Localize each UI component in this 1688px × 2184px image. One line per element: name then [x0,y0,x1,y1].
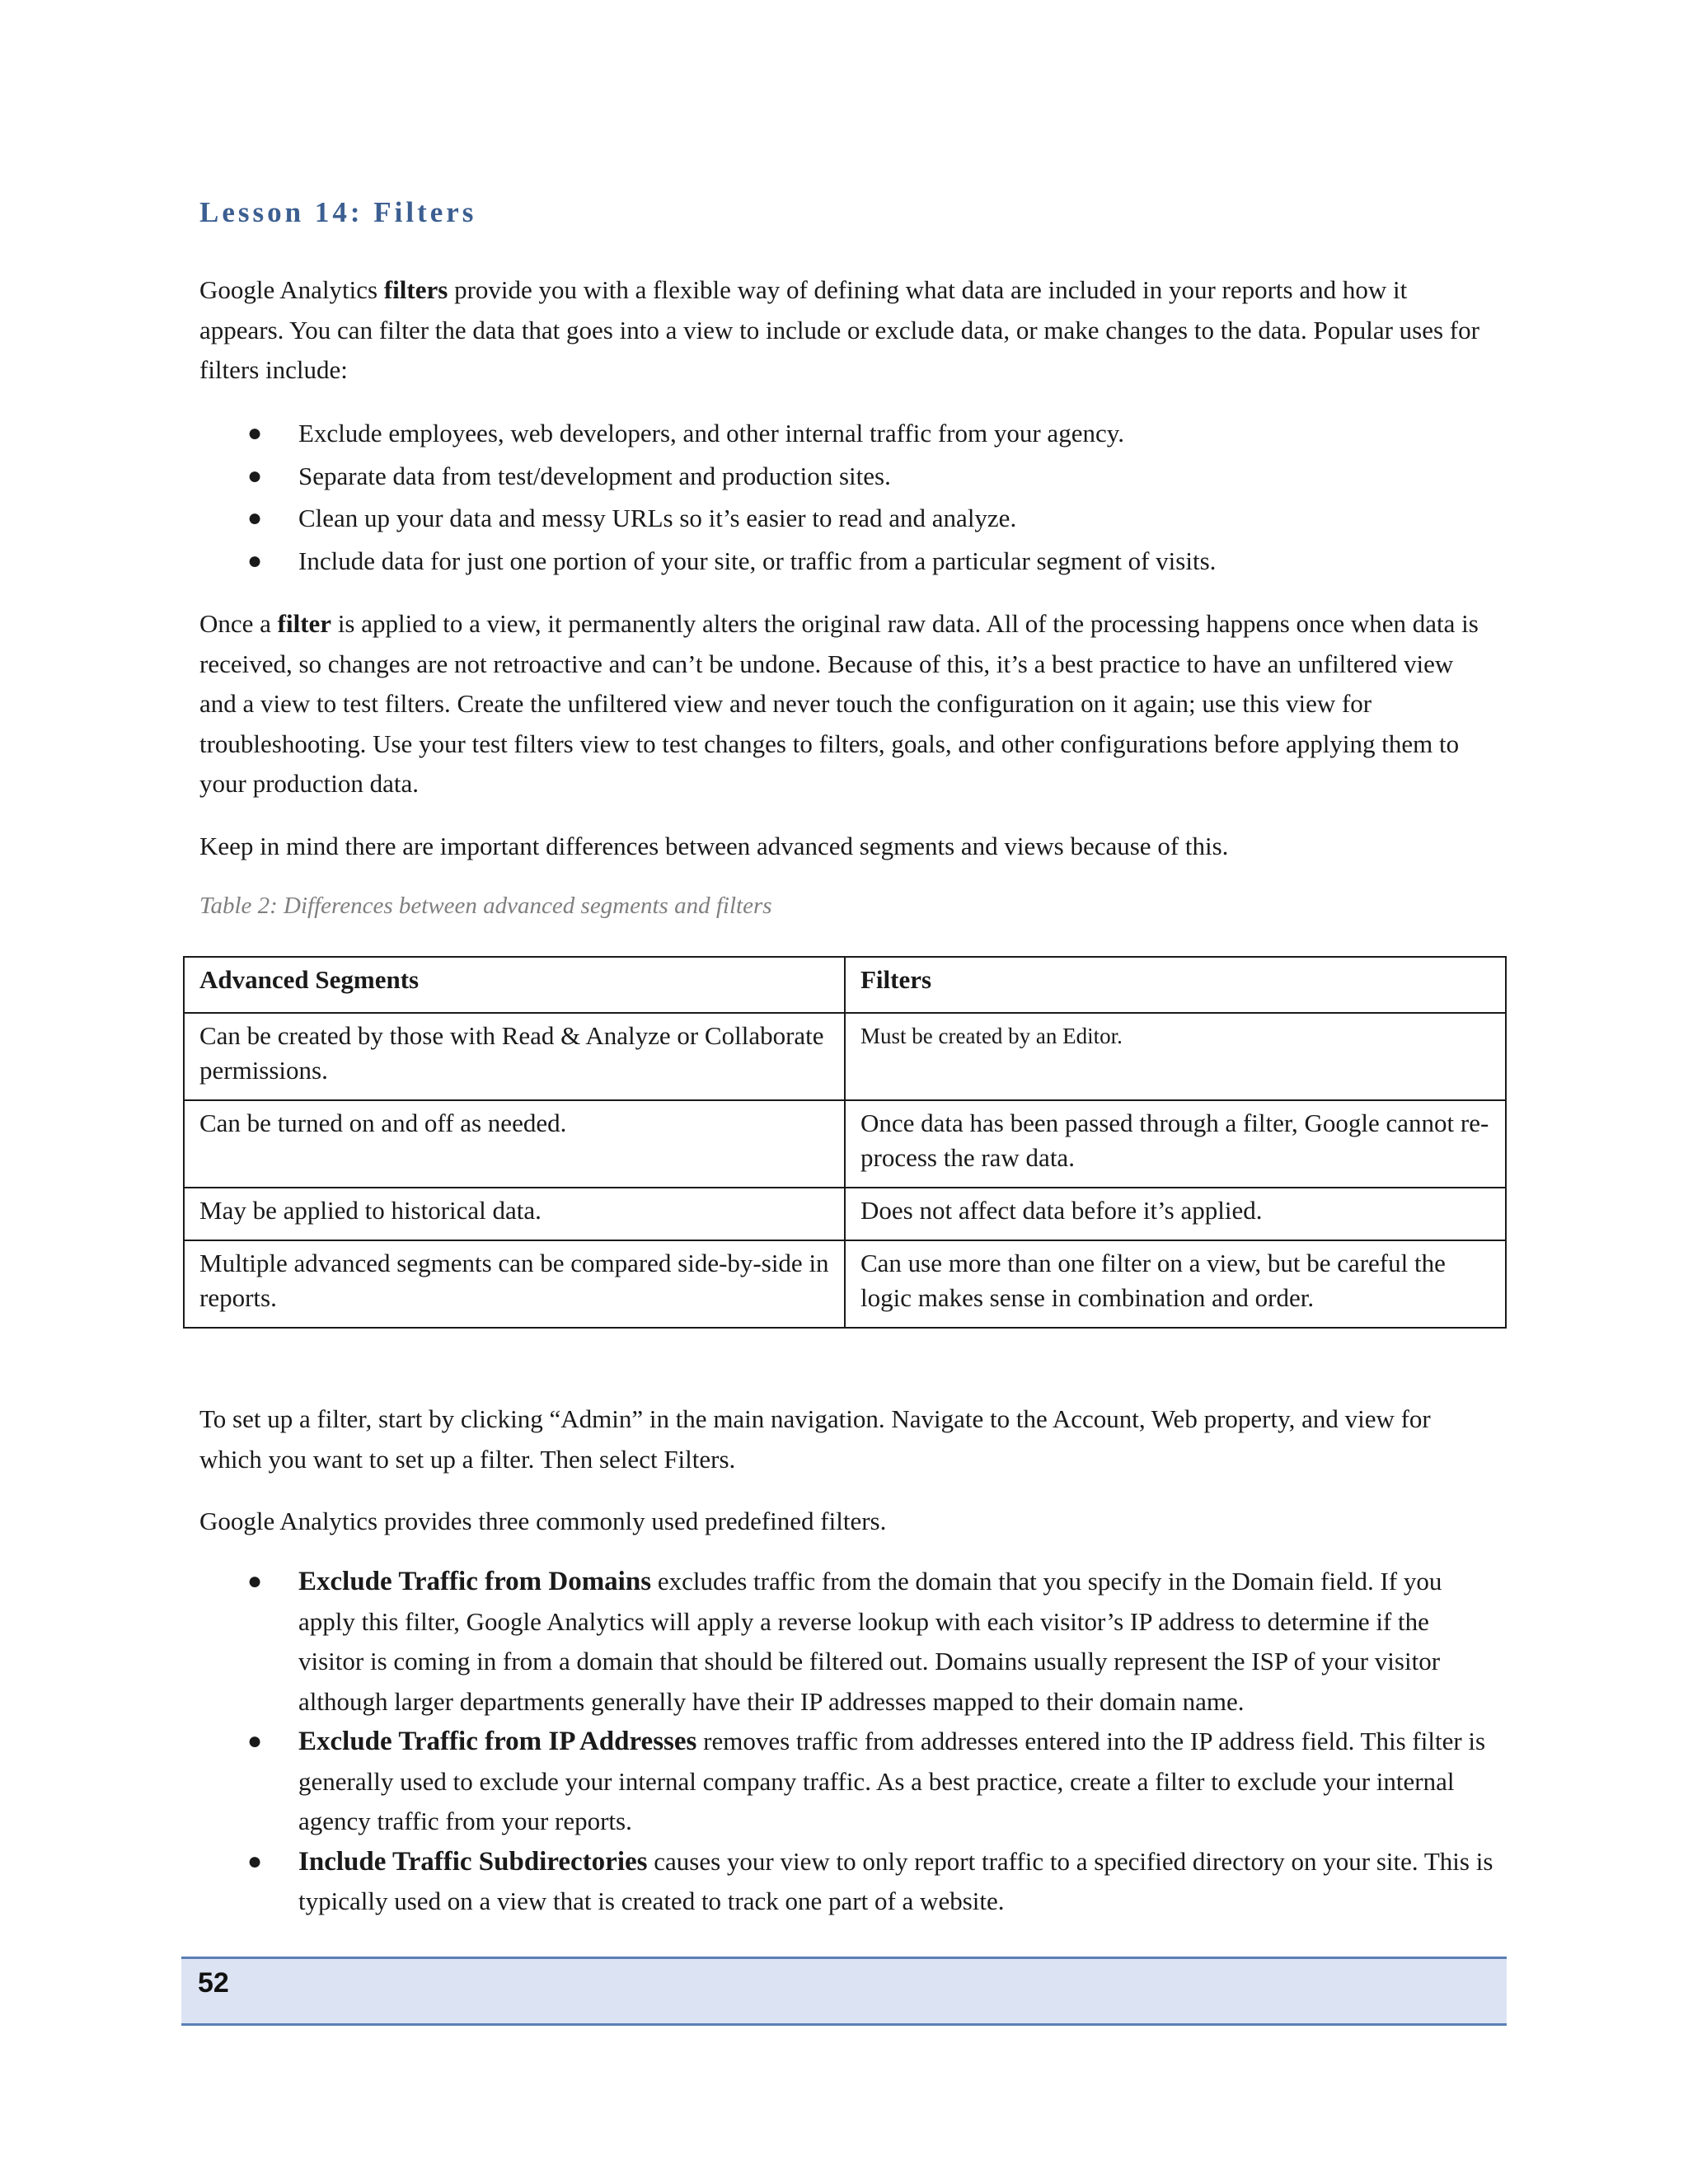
table-header-row [184,957,1506,1013]
setup-paragraph: To set up a filter, start by clicking “Admin” in the main navigation. Navigate to the Account, Web property, and view for which you want to set up a filter. Then select Filters. [199,1404,1431,1474]
intro-text-pre: Google Analytics [199,275,384,304]
comparison-table [183,956,1507,1329]
once-text-pre: Once a [199,609,278,638]
table-cell: Once data has been passed through a filter, Google cannot re-process the raw data. [845,1100,1506,1188]
list-item: ● Separate data from test/development and production sites. [199,457,1493,497]
bullet-icon: ● [247,546,263,574]
intro-paragraph [199,270,1493,391]
list-item: ● Clean up your data and messy URLs so it’s easier to read and analyze. [199,499,1493,539]
bullet-icon: ● [247,1727,263,1755]
table-header-advanced-segments: Advanced Segments [184,957,845,1013]
table-cell: Must be created by an Editor. [845,1013,1506,1100]
table-row [184,1100,1506,1188]
predefined-filters-list [199,1562,1493,1922]
table-caption: Table 2: Differences between advanced segments and filters [199,893,772,919]
list-item [199,1722,1493,1842]
table-cell: Can use more than one filter on a view, but be careful the logic makes sense in combination and order. [845,1240,1506,1328]
table-header-filters: Filters [845,957,1506,1013]
bullet-icon: ● [247,504,263,532]
table-row [184,1240,1506,1328]
keep-in-mind-paragraph: Keep in mind there are important differences between advanced segments and views because of this. [199,832,1229,860]
page-number: 52 [198,1967,229,1999]
table-cell: May be applied to historical data. [184,1188,845,1240]
once-text-post: is applied to a view, it permanently alters the original raw data. All of the processing happens once when data is received, so changes are not retroactive and can’t be undone. Because of this, it’s a best practice to have an unfiltered view and a view to test filters. Create the unfiltered view and never touch the configuration on it again; use this view for troubleshooting. Use your test filters view to test changes to filters, goals, and other configurations before applying them to your production data. [199,609,1479,798]
filter-description: causes your view to only report traffic to a specified directory on your site. This is typically used on a view that is created to track one part of a website. [298,1846,1493,1915]
table-row [184,1188,1506,1240]
table-cell: Does not affect data before it’s applied. [845,1188,1506,1240]
once-paragraph [199,604,1493,804]
filter-description: removes traffic from addresses entered into the IP address field. This filter is generally used to exclude your internal company traffic. As a best practice, create a filter to exclude your internal agency traffic from your reports. [298,1727,1486,1835]
once-bold-term: filter [277,609,332,638]
table-row [184,1013,1506,1100]
intro-bold-term: filters [383,275,448,304]
filter-name: Include Traffic Subdirectories [298,1846,648,1877]
table-cell: Can be turned on and off as needed. [184,1100,845,1188]
filter-name: Exclude Traffic from IP Addresses [298,1727,697,1756]
table-cell: Multiple advanced segments can be compared side-by-side in reports. [184,1240,845,1328]
table-cell: Can be created by those with Read & Analyze or Collaborate permissions. [184,1013,845,1100]
list-item: ● Exclude employees, web developers, and other internal traffic from your agency. [199,414,1493,454]
bullet-icon: ● [247,1847,263,1875]
lesson-title: Lesson 14: Filters [199,196,477,228]
uses-list [199,414,1493,581]
filter-name: Exclude Traffic from Domains [298,1567,652,1596]
page-footer [181,1957,1507,2026]
intro-text-post: provide you with a flexible way of defining what data are included in your reports and how it appears. You can filter the data that goes into a view to include or exclude data, or make changes to the data. Popular uses for filters include: [199,275,1479,384]
bullet-icon: ● [247,1568,263,1595]
list-item [199,1562,1493,1722]
predefined-intro-paragraph: Google Analytics provides three commonly used predefined filters. [199,1507,887,1535]
filter-description: excludes traffic from the domain that you specify in the Domain field. If you apply this filter, Google Analytics will apply a reverse lookup with each visitor’s IP address to determine if the visitor is coming in from a domain that should be filtered out. Domains usually represent the ISP of your visitor although larger departments generally have their IP addresses mapped to their domain name. [298,1567,1442,1716]
list-item: ● Include data for just one portion of your site, or traffic from a particular segment of visits. [199,541,1493,582]
bullet-icon: ● [247,462,263,490]
list-item [199,1842,1493,1922]
bullet-icon: ● [247,419,263,447]
